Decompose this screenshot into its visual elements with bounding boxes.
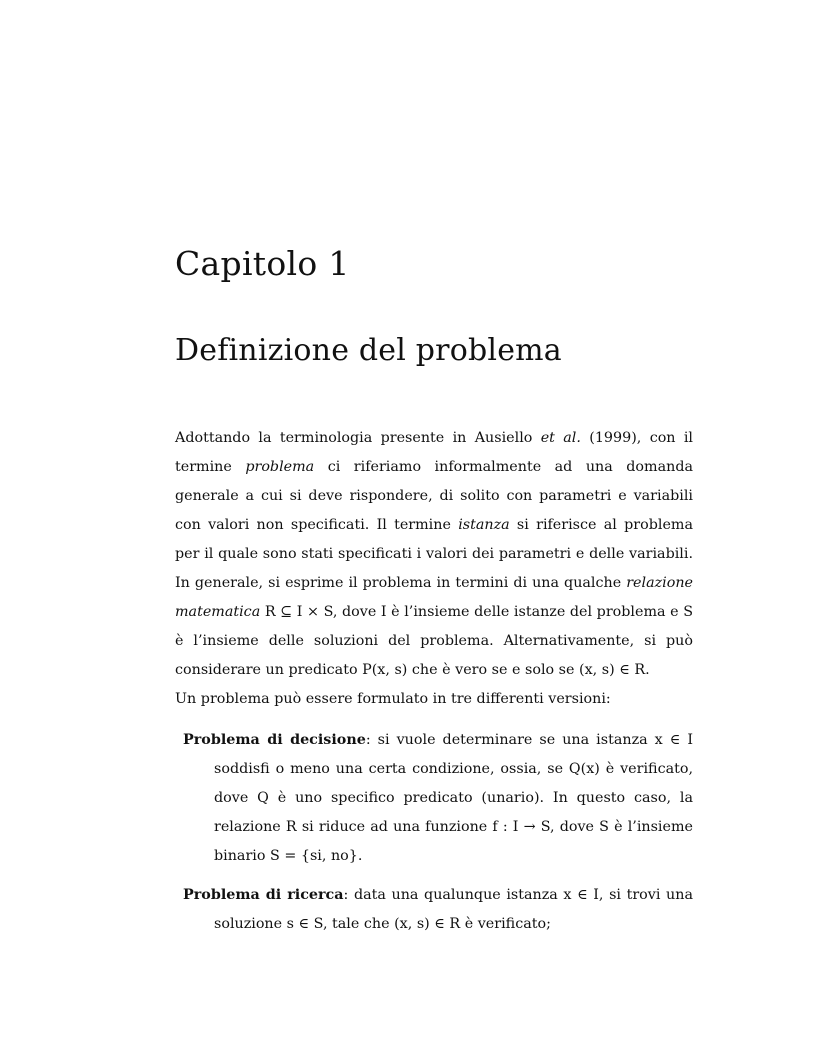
version-text: : si vuole determinare se una istanza x ∈ I soddisfi o meno una certa condizione, ossia, se Q(x) è verificato, dove Q è uno specifico predicato (unario). In questo caso, la relazione R si riduce ad una funzione f : I → S, dove S è l’insieme binario S = {si, no}.	[214, 732, 693, 864]
chapter-title: Definizione del problema	[175, 333, 562, 368]
versions-intro: Un problema può essere formulato in tre differenti versioni:	[175, 691, 611, 707]
intro-text: si riferisce al problema per il quale sono stati specificati i valori dei parametri e delle variabili. In generale, si esprime il problema in termini di una qualche	[175, 517, 693, 591]
version-text: : data una qualunque istanza x ∈ I, si trovi una soluzione s ∈ S, tale che (x, s) ∈ R è verificato;	[214, 887, 693, 932]
intro-text: R ⊆ I × S, dove I è l’insieme delle istanze del problema e S è l’insieme delle soluzioni del problema. Alternativamente, si può considerare un predicato P(x, s) che è vero se e solo se (x, s) ∈ R.	[175, 604, 693, 678]
term-relazione-matematica: relazione matematica	[175, 575, 693, 620]
list-item	[183, 726, 693, 871]
term-problema: problema	[245, 459, 315, 475]
versions-list	[175, 726, 693, 939]
list-item	[183, 881, 693, 939]
chapter-label: Capitolo 1	[175, 244, 350, 283]
intro-text: ci riferiamo informalmente ad una domanda generale a cui si deve rispondere, di solito con parametri e variabili con valori non specificati. Il termine	[175, 459, 693, 533]
intro-paragraph	[175, 424, 693, 685]
intro-text: Adottando la terminologia presente in Ausiello	[175, 430, 541, 446]
citation-etal: et al.	[540, 430, 581, 446]
chapter-body	[175, 424, 693, 949]
intro-text: (1999), con il termine	[175, 430, 693, 475]
version-term: Problema di decisione	[183, 732, 366, 748]
version-term: Problema di ricerca	[183, 887, 344, 903]
term-istanza: istanza	[458, 517, 510, 533]
